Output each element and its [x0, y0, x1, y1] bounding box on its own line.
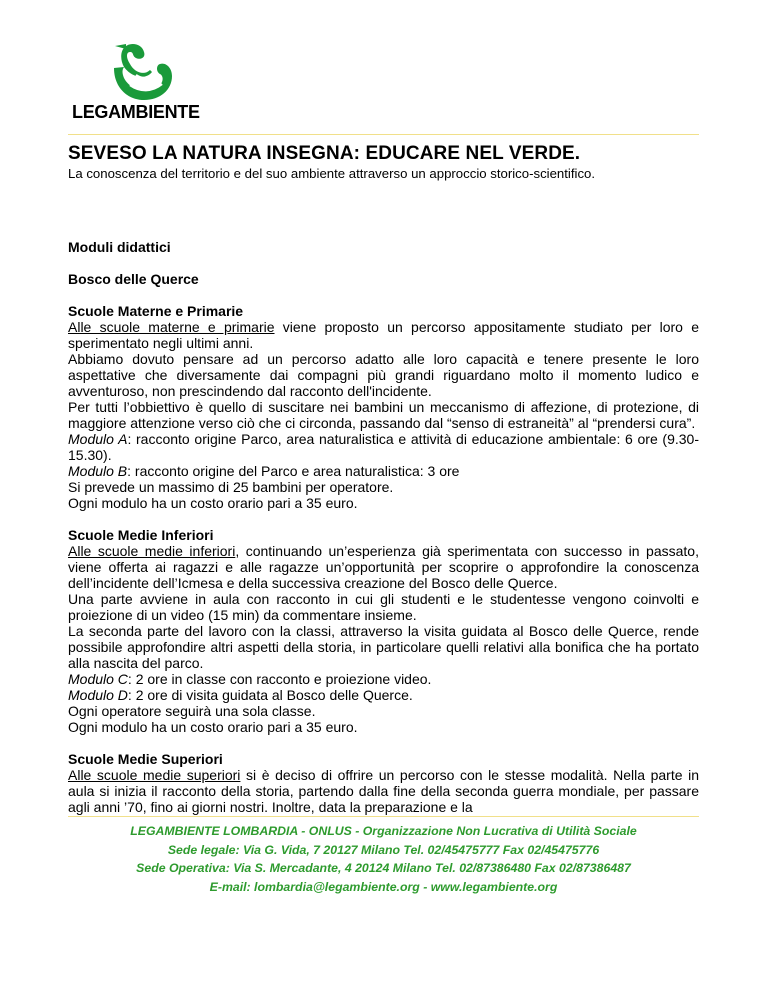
- heading-medie-inferiori: Scuole Medie Inferiori: [68, 527, 214, 543]
- section-moduli-didattici: Moduli didattici: [68, 239, 171, 255]
- swan-icon: [110, 40, 174, 102]
- materne-modulo-a: Modulo A: racconto origine Parco, area naturalistica e attività di educazione ambientale: 6 ore (9.30- 15.30).: [68, 431, 700, 463]
- footer-line-sede-operativa: Sede Operativa: Via S. Mercadante, 4 20124 Milano Tel. 02/87386480 Fax 02/87386487: [136, 861, 631, 875]
- medie-inf-modulo-d: Modulo D: 2 ore di visita guidata al Bosco delle Querce.: [68, 687, 413, 703]
- logo-wordmark: LEGAMBIENTE: [72, 102, 200, 122]
- medie-sup-intro-link: Alle scuole medie superiori: [68, 767, 241, 783]
- medie-inf-intro: Alle scuole medie inferiori, continuando un’esperienza già sperimentata con successo in passato, viene offerta ai ragazzi e alle ragazze un’opportunità per scoprire o approfondire la conoscenza dell’incidente dell’Icmesa e della successiva creazione del Bosco delle Querce.: [68, 543, 699, 591]
- materne-p2: Abbiamo dovuto pensare ad un percorso adatto alle loro capacità e tenere presente le loro aspettative che diversamente dai compagni più grandi riguardano molto il momento ludico e avventuroso, non prescindendo dal racconto dell'incidente.: [68, 351, 699, 399]
- footer-line-contacts: E-mail: lombardia@legambiente.org - www.legambiente.org: [209, 879, 558, 894]
- medie-sup-intro: Alle scuole medie superiori si è deciso di offrire un percorso con le stesse modalità. Nella parte in aula si inizia il racconto della storia, partendo dalla fine della seconda guerra mondiale, per passare agli anni ’70, fino ai giorni nostri. Inoltre, data la preparazione e la: [68, 767, 699, 815]
- medie-inf-cost: Ogni modulo ha un costo orario pari a 35 euro.: [68, 719, 358, 735]
- medie-inf-operatore: Ogni operatore seguirà una sola classe.: [68, 703, 316, 719]
- materne-p3: Per tutti l’obbiettivo è quello di suscitare nei bambini un meccanismo di affezione, di protezione, di maggiore attenzione verso ciò che ci circonda, passando dal “senso di estraneità” al “prendersi cura”.: [68, 399, 699, 431]
- medie-inf-modulo-c: Modulo C: 2 ore in classe con racconto e proiezione video.: [68, 671, 432, 687]
- heading-materne: Scuole Materne e Primarie: [68, 303, 244, 319]
- medie-inf-p2: Una parte avviene in aula con racconto in cui gli studenti e le studentesse vengono coinvolti e proiezione di un video (15 min) da commentare insieme.: [68, 591, 699, 623]
- document-body: [68, 195, 699, 815]
- medie-inf-p3: La seconda parte del lavoro con la classi, attraverso la visita guidata al Bosco delle Querce, rende possibile approfondire altri aspetti della storia, in particolare quelli relativi alla bonifica che ha portato alla nascita del parco.: [68, 623, 699, 671]
- legambiente-logo: [72, 40, 222, 124]
- footer-divider: [68, 816, 699, 817]
- footer-line-sede-legale: Sede legale: Via G. Vida, 7 20127 Milano Tel. 02/45475777 Fax 02/45475776: [167, 842, 600, 857]
- footer: [68, 822, 699, 896]
- materne-intro-link: Alle scuole materne e primarie: [68, 319, 275, 335]
- section-bosco-delle-querce: Bosco delle Querce: [68, 271, 199, 287]
- materne-intro: Alle scuole materne e primarie viene proposto un percorso appositamente studiato per loro e sperimentato negli ultimi anni.: [68, 319, 699, 351]
- page-title: SEVESO LA NATURA INSEGNA: EDUCARE NEL VERDE.: [68, 143, 581, 164]
- materne-max: Si prevede un massimo di 25 bambini per operatore.: [68, 479, 394, 495]
- materne-cost: Ogni modulo ha un costo orario pari a 35 euro.: [68, 495, 358, 511]
- footer-line-org: LEGAMBIENTE LOMBARDIA - ONLUS - Organizzazione Non Lucrativa di Utilità Sociale: [130, 824, 637, 838]
- header-divider: [68, 134, 699, 135]
- heading-medie-superiori: Scuole Medie Superiori: [68, 751, 223, 767]
- page-subtitle: La conoscenza del territorio e del suo ambiente attraverso un approccio storico-scientifico.: [68, 166, 596, 181]
- materne-modulo-b: Modulo B: racconto origine del Parco e area naturalistica: 3 ore: [68, 463, 460, 479]
- medie-inf-intro-link: Alle scuole medie inferiori: [68, 543, 236, 559]
